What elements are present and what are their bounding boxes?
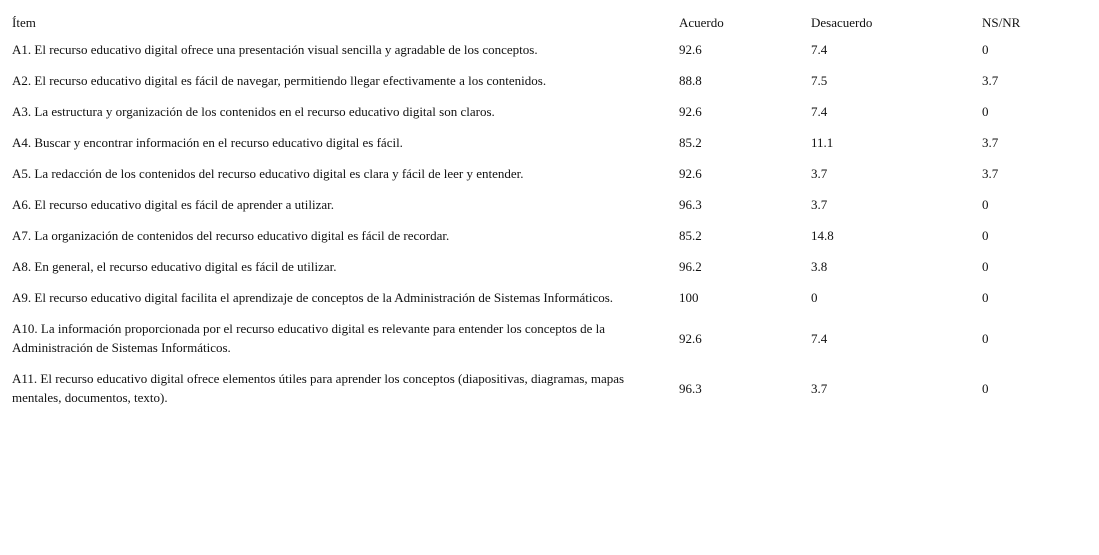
nsnr-value: 0 bbox=[982, 290, 989, 305]
item-text: A11. El recurso educativo digital ofrece elementos útiles para aprender los conceptos (diapositivas, diagramas, mapas mentales, documentos, texto). bbox=[12, 371, 625, 405]
nsnr-value: 0 bbox=[982, 197, 989, 212]
nsnr-value: 3.7 bbox=[982, 135, 999, 150]
nsnr-value: 0 bbox=[982, 380, 989, 396]
acuerdo-value: 88.8 bbox=[679, 73, 702, 88]
nsnr-value: 0 bbox=[982, 259, 989, 274]
table-row bbox=[12, 127, 1062, 158]
desacuerdo-value: 7.4 bbox=[811, 330, 828, 346]
desacuerdo-value: 7.4 bbox=[811, 104, 828, 119]
desacuerdo-value: 0 bbox=[811, 290, 818, 305]
desacuerdo-value: 7.5 bbox=[811, 73, 828, 88]
nsnr-value: 0 bbox=[982, 330, 989, 346]
item-text: A9. El recurso educativo digital facilita el aprendizaje de conceptos de la Administración de Sistemas Informáticos. bbox=[12, 290, 614, 305]
item-text: A8. En general, el recurso educativo digital es fácil de utilizar. bbox=[12, 259, 337, 274]
acuerdo-value: 96.3 bbox=[679, 197, 702, 212]
nsnr-value: 0 bbox=[982, 42, 989, 57]
table-row bbox=[12, 363, 1062, 413]
acuerdo-value: 92.6 bbox=[679, 166, 702, 181]
desacuerdo-value: 11.1 bbox=[811, 135, 834, 150]
table-header-row bbox=[12, 10, 1062, 34]
desacuerdo-value: 3.7 bbox=[811, 380, 828, 396]
item-text: A7. La organización de contenidos del recurso educativo digital es fácil de recordar. bbox=[12, 228, 450, 243]
item-text: A6. El recurso educativo digital es fácil de aprender a utilizar. bbox=[12, 197, 334, 212]
acuerdo-value: 85.2 bbox=[679, 135, 702, 150]
desacuerdo-value: 3.7 bbox=[811, 166, 828, 181]
table-row bbox=[12, 282, 1062, 313]
item-text: A10. La información proporcionada por el recurso educativo digital es relevante para entender los conceptos de la Administración de Sistemas Informáticos. bbox=[12, 321, 606, 355]
table-row bbox=[12, 158, 1062, 189]
acuerdo-value: 100 bbox=[679, 290, 699, 305]
nsnr-value: 0 bbox=[982, 104, 989, 119]
acuerdo-value: 85.2 bbox=[679, 228, 702, 243]
nsnr-value: 0 bbox=[982, 228, 989, 243]
desacuerdo-value: 7.4 bbox=[811, 42, 828, 57]
desacuerdo-value: 3.8 bbox=[811, 259, 828, 274]
table-row bbox=[12, 65, 1062, 96]
acuerdo-value: 92.6 bbox=[679, 104, 702, 119]
acuerdo-value: 96.3 bbox=[679, 380, 702, 396]
item-text: A2. El recurso educativo digital es fácil de navegar, permitiendo llegar efectivamente a los contenidos. bbox=[12, 73, 547, 88]
item-text: A1. El recurso educativo digital ofrece una presentación visual sencilla y agradable de los conceptos. bbox=[12, 42, 538, 57]
header-nsnr: NS/NR bbox=[982, 14, 1021, 30]
header-item: Ítem bbox=[12, 14, 36, 30]
acuerdo-value: 92.6 bbox=[679, 330, 702, 346]
table-row bbox=[12, 220, 1062, 251]
desacuerdo-value: 3.7 bbox=[811, 197, 828, 212]
header-acuerdo: Acuerdo bbox=[679, 14, 724, 30]
results-table bbox=[12, 10, 1062, 413]
table-row bbox=[12, 34, 1062, 65]
acuerdo-value: 96.2 bbox=[679, 259, 702, 274]
table-row bbox=[12, 189, 1062, 220]
nsnr-value: 3.7 bbox=[982, 166, 999, 181]
table-row bbox=[12, 96, 1062, 127]
header-desacuerdo: Desacuerdo bbox=[811, 14, 873, 30]
item-text: A3. La estructura y organización de los contenidos en el recurso educativo digital son claros. bbox=[12, 104, 495, 119]
item-text: A4. Buscar y encontrar información en el recurso educativo digital es fácil. bbox=[12, 135, 403, 150]
nsnr-value: 3.7 bbox=[982, 73, 999, 88]
table-row bbox=[12, 251, 1062, 282]
acuerdo-value: 92.6 bbox=[679, 42, 702, 57]
desacuerdo-value: 14.8 bbox=[811, 228, 834, 243]
item-text: A5. La redacción de los contenidos del recurso educativo digital es clara y fácil de leer y entender. bbox=[12, 166, 524, 181]
table-row bbox=[12, 313, 1062, 363]
